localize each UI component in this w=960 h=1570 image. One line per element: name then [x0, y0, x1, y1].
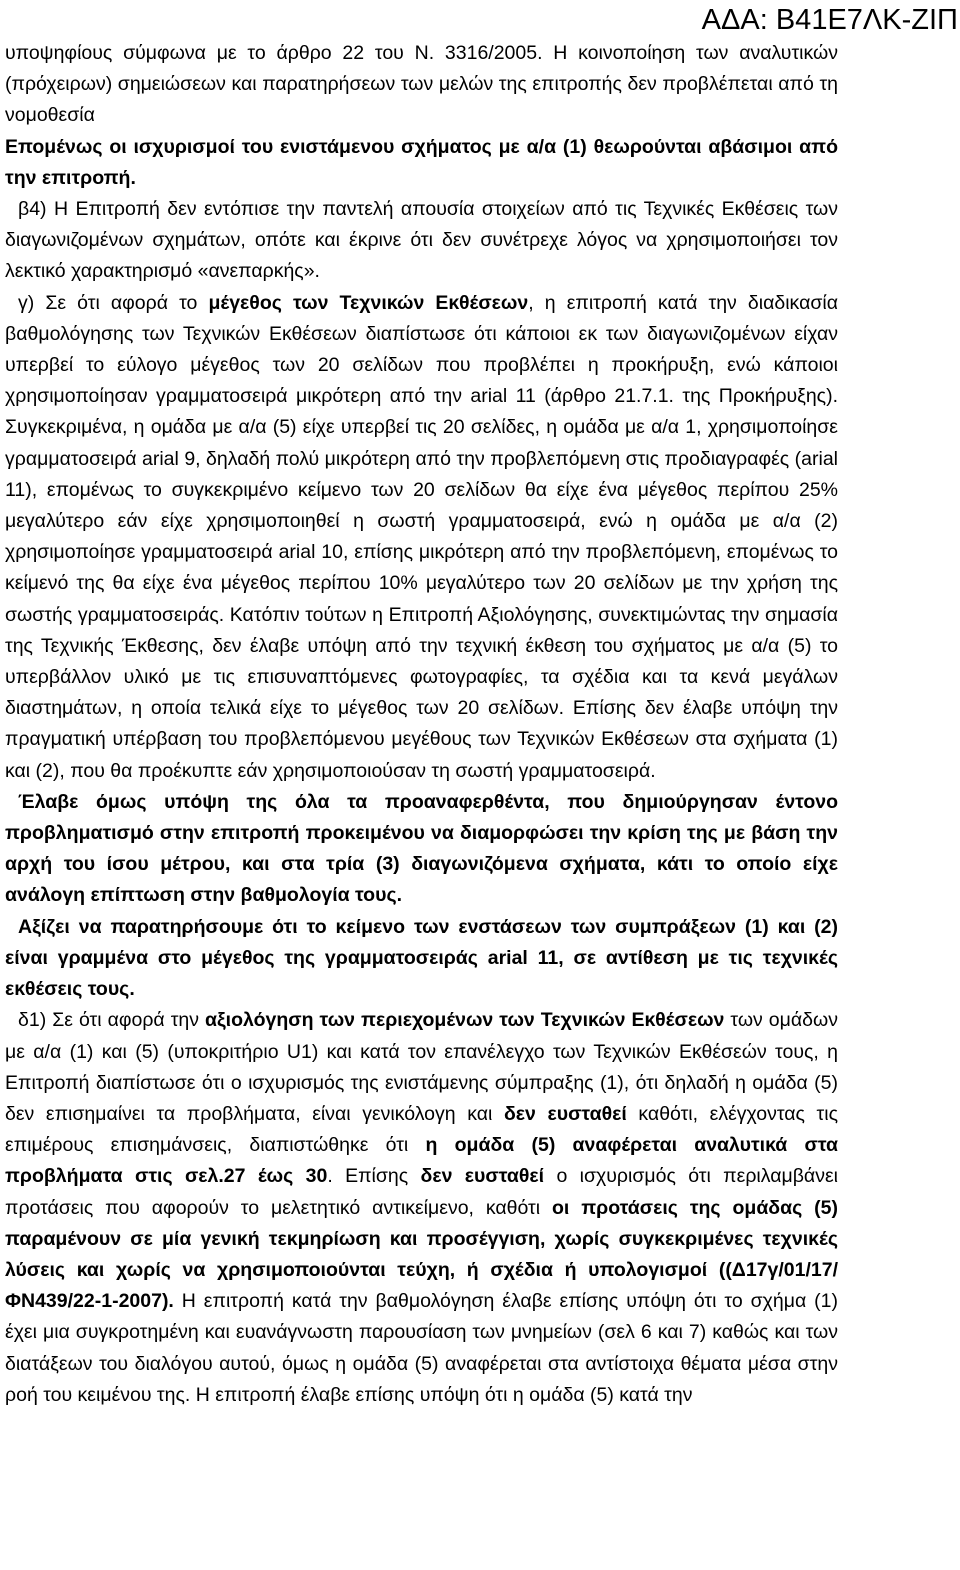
paragraph-emphasis-1 — [5, 787, 838, 912]
paragraph-d1-text-1: των ομάδων με α/α (1) και (5) (υποκριτήριο U1) και κατά τον επανέλεγχο των Τεχνικών Εκθέσεών τους, η Επιτροπή διαπίστωσε ότι ο ισχυρισμός της ενιστάμενης σύμπραξης (1), ότι δηλαδή η ομάδα (5) δεν επισημαίνει τα προβλήματα, είναι γενικόλογη και — [5, 1009, 838, 1125]
paragraph-d1-bold-1: αξιολόγηση των περιεχομένων των Τεχνικών Εκθέσεων — [205, 1009, 725, 1032]
paragraph-d1 — [5, 1005, 838, 1411]
paragraph-c-intro: γ) Σε ότι αφορά το — [18, 291, 209, 314]
paragraph-d1-text-4: ο ισχυρισμός ότι περιλαμβάνει προτάσεις που αφορούν το μελετητικό αντικείμενο, καθότι — [5, 1165, 838, 1219]
paragraph-1-text: υποψηφίους σύμφωνα με το άρθρο 22 του Ν. 3316/2005. Η κοινοποίηση των αναλυτικών (πρόχειρων) σημειώσεων και παρατηρήσεων των μελών της επιτροπής δεν προβλέπεται από τη νομοθεσία — [5, 42, 838, 127]
paragraph-emphasis-2 — [5, 912, 838, 1006]
paragraph-d1-text-2: καθότι, ελέγχοντας τις επιμέρους επισημάνσεις, διαπιστώθηκε ότι — [5, 1102, 838, 1157]
paragraph-d1-text-3: . Επίσης — [327, 1165, 421, 1188]
document-body — [5, 38, 838, 1411]
paragraph-1 — [5, 38, 838, 194]
paragraph-c — [5, 288, 838, 787]
paragraph-d1-bold-3: η ομάδα (5) αναφέρεται αναλυτικά στα προβλήματα στις σελ.27 έως 30 — [5, 1134, 838, 1188]
paragraph-d1-bold-2: δεν ευσταθεί — [503, 1102, 627, 1125]
paragraph-c-text: , η επιτροπή κατά την διαδικασία βαθμολόγησης των Τεχνικών Εκθέσεων διαπίστωσε ότι κάποιοι εκ των διαγωνιζομένων είχαν υπερβεί το εύλογο μέγεθος των 20 σελίδων που προβλέπει η προκήρυξη, ενώ κάποιοι χρησιμοποίησαν γραμματοσειρά μικρότερη από την arial 11 (άρθρο 21.7.1. της Προκήρυξης). Συγκεκριμένα, η ομάδα με α/α (5) είχε υπερβεί τις 20 σελίδες, η ομάδα με α/α 1, χρησιμοποίησε γραμματοσειρά arial 9, δηλαδή πολύ μικρότερη από την προβλεπόμενη στις προδιαγραφές (arial 11), επομένως το συγκεκριμένο κείμενο των 20 σελίδων θα είχε ένα μέγεθος περίπου 25% μεγαλύτερο εάν είχε χρησιμοποιηθεί η σωστή γραμματοσειρά, ενώ η ομάδα με α/α (2) χρησιμοποίησε γραμματοσειρά arial 10, επίσης μικρότερη από την προβλεπόμενη, επομένως το κείμενό της θα είχε ένα μέγεθος περίπου 10% μεγαλύτερο των 20 σελίδων με την χρήση της σωστής γραμματοσειράς. Κατόπιν τούτων η Επιτροπή Αξιολόγησης, συνεκτιμώντας την σημασία της Τεχνικής Έκθεσης, δεν έλαβε υπόψη από την τεχνική έκθεση του σχήματος με α/α (5) το υπερβάλλον υλικό με τις επισυναπτόμενες φωτογραφίες, τα σχέδια και τα κενά μεγάλων διαστημάτων, η οποία τελικά είχε το μέγεθος των 20 σελίδων. Επίσης δεν έλαβε υπόψη την πραγματική υπέρβαση του προβλεπόμενου μεγέθους των Τεχνικών Εκθέσεων στα σχήματα (1) και (2), που θα προέκυπτε εάν χρησιμοποιούσαν τη σωστή γραμματοσειρά. — [5, 291, 838, 782]
paragraph-b4 — [5, 194, 838, 288]
paragraph-b4-text: β4) Η Επιτροπή δεν εντόπισε την παντελή απουσία στοιχείων από τις Τεχνικές Εκθέσεις των διαγωνιζομένων σχημάτων, οπότε και έκρινε ότι δεν συνέτρεχε λόγος να χρησιμοποιήσει τον λεκτικό χαρακτηρισμό «ανεπαρκής». — [5, 198, 838, 283]
paragraph-d1-bold-4: δεν ευσταθεί — [420, 1165, 545, 1188]
ada-code: ΑΔΑ: Β41Ε7ΛΚ-ΖΙΠ — [701, 4, 958, 36]
paragraph-d1-bold-5: οι προτάσεις της ομάδας (5) παραμένουν σε μία γενική τεκμηρίωση και προσέγγιση, χωρίς συγκεκριμένες τεχνικές λύσεις και χωρίς να χρησιμοποιούνται τεύχη, ή σχέδια ή υπολογισμοί ((Δ17γ/01/17/ΦΝ439/22-1-2007). — [5, 1196, 838, 1313]
paragraph-d1-text-5: Η επιτροπή κατά την βαθμολόγηση έλαβε επίσης υπόψη ότι το σχήμα (1) έχει μια συγκροτημένη και ευανάγνωστη παρουσίαση των μνημείων (σελ 6 και 7) καθώς και των διατάξεων του διαλόγου αυτού, όμως η ομάδα (5) αναφέρεται στα αντίστοιχα θέματα μέσα στην ροή του κειμένου της. Η επιτροπή έλαβε επίσης υπόψη ότι η ομάδα (5) κατά την — [5, 1290, 838, 1406]
paragraph-d1-intro: δ1) Σε ότι αφορά την — [18, 1009, 206, 1032]
paragraph-emphasis-2-text: Αξίζει να παρατηρήσουμε ότι το κείμενο των ενστάσεων των συμπράξεων (1) και (2) είναι γραμμένα στο μέγεθος της γραμματοσειράς arial 11, σε αντίθεση με τις τεχνικές εκθέσεις τους. — [5, 915, 838, 1001]
paragraph-emphasis-1-text: Έλαβε όμως υπόψη της όλα τα προαναφερθέντα, που δημιούργησαν έντονο προβληματισμό στην επιτροπή προκειμένου να διαμορφώσει την κρίση της με βάση την αρχή του ίσου μέτρου, και στα τρία (3) διαγωνιζόμενα σχήματα, κάτι το οποίο είχε ανάλογη επίπτωση στην βαθμολογία τους. — [5, 790, 838, 907]
paragraph-1-conclusion: Επομένως οι ισχυρισμοί του ενιστάμενου σχήματος με α/α (1) θεωρούνται αβάσιμοι από την επιτροπή. — [5, 135, 838, 189]
paragraph-c-bold-term: μέγεθος των Τεχνικών Εκθέσεων — [208, 291, 529, 314]
